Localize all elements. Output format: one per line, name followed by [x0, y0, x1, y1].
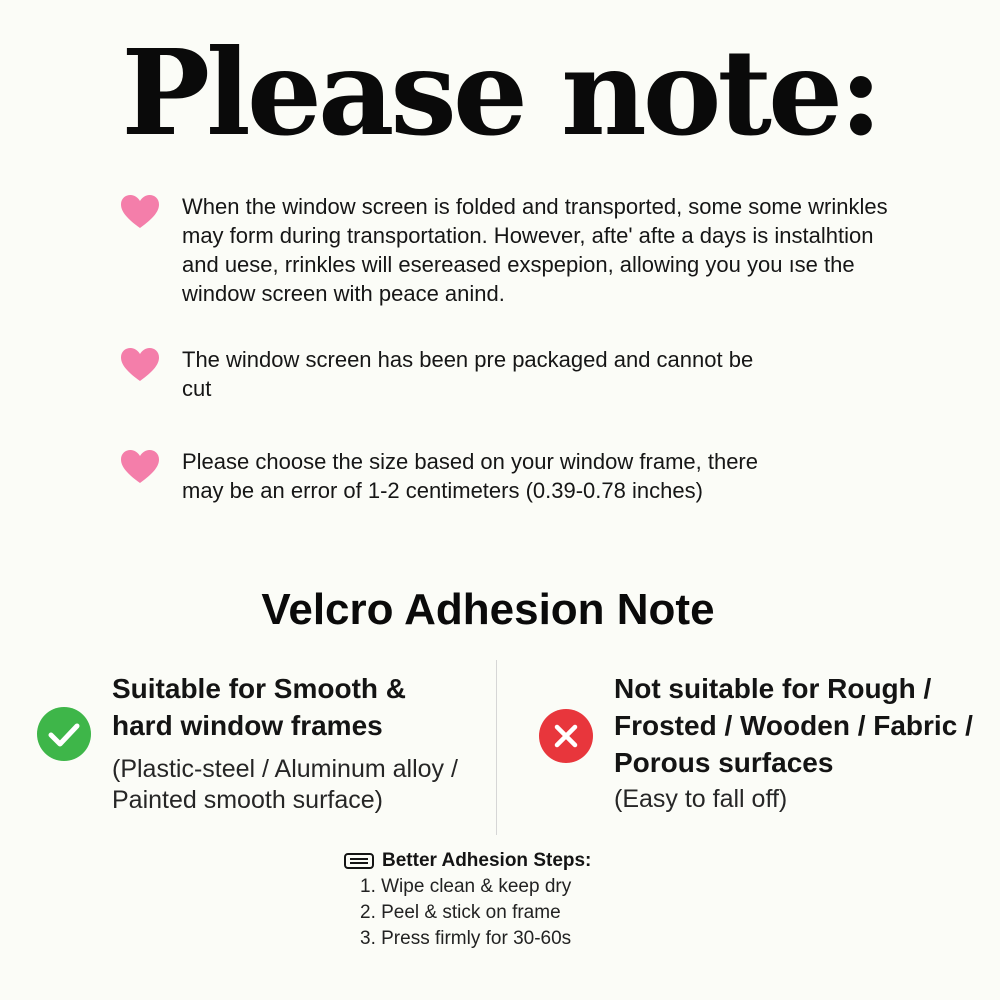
column-divider [496, 660, 497, 835]
heart-icon [120, 194, 160, 230]
not-suitable-heading: Not suitable for Rough / Frosted / Wooden / Fabric / Porous surfaces [614, 673, 973, 778]
steps-header [344, 848, 684, 874]
suitable-heading: Suitable for Smooth & hard window frames [112, 673, 406, 741]
velcro-section-title: Velcro Adhesion Note [261, 585, 715, 634]
heart-icon [120, 347, 160, 383]
heart-icon [120, 449, 160, 485]
adhesion-steps [344, 848, 684, 952]
note-item [120, 345, 880, 407]
steps-title: Better Adhesion Steps: [382, 850, 592, 871]
suitable-detail: (Plastic-steel / Aluminum alloy / Painted smooth surface) [112, 755, 458, 814]
steps-list [344, 874, 684, 952]
note-item [120, 192, 888, 312]
step-item: 3. Press firmly for 30-60s [360, 928, 572, 949]
note-text: Please choose the size based on your window frame, there may be an error of 1-2 centimeters (0.39-0.78 inches) [182, 449, 758, 503]
note-text: The window screen has been pre packaged and cannot be cut [182, 347, 754, 401]
velcro-strip-icon [344, 853, 374, 869]
step-item: 1. Wipe clean & keep dry [360, 876, 572, 897]
not-suitable-detail: (Easy to fall off) [614, 785, 788, 813]
note-text: When the window screen is folded and transported, some some wrinkles may form during transportation. However, afte' afte a days is instalhtion and uese, rrinkles will esereased exspepion, allowing you you ıse the window screen with peace anind. [182, 194, 888, 306]
check-circle-icon [36, 706, 92, 762]
x-circle-icon [538, 708, 594, 764]
page-title: Please note: [121, 23, 879, 162]
note-item [120, 447, 880, 537]
step-item: 2. Peel & stick on frame [360, 902, 561, 923]
